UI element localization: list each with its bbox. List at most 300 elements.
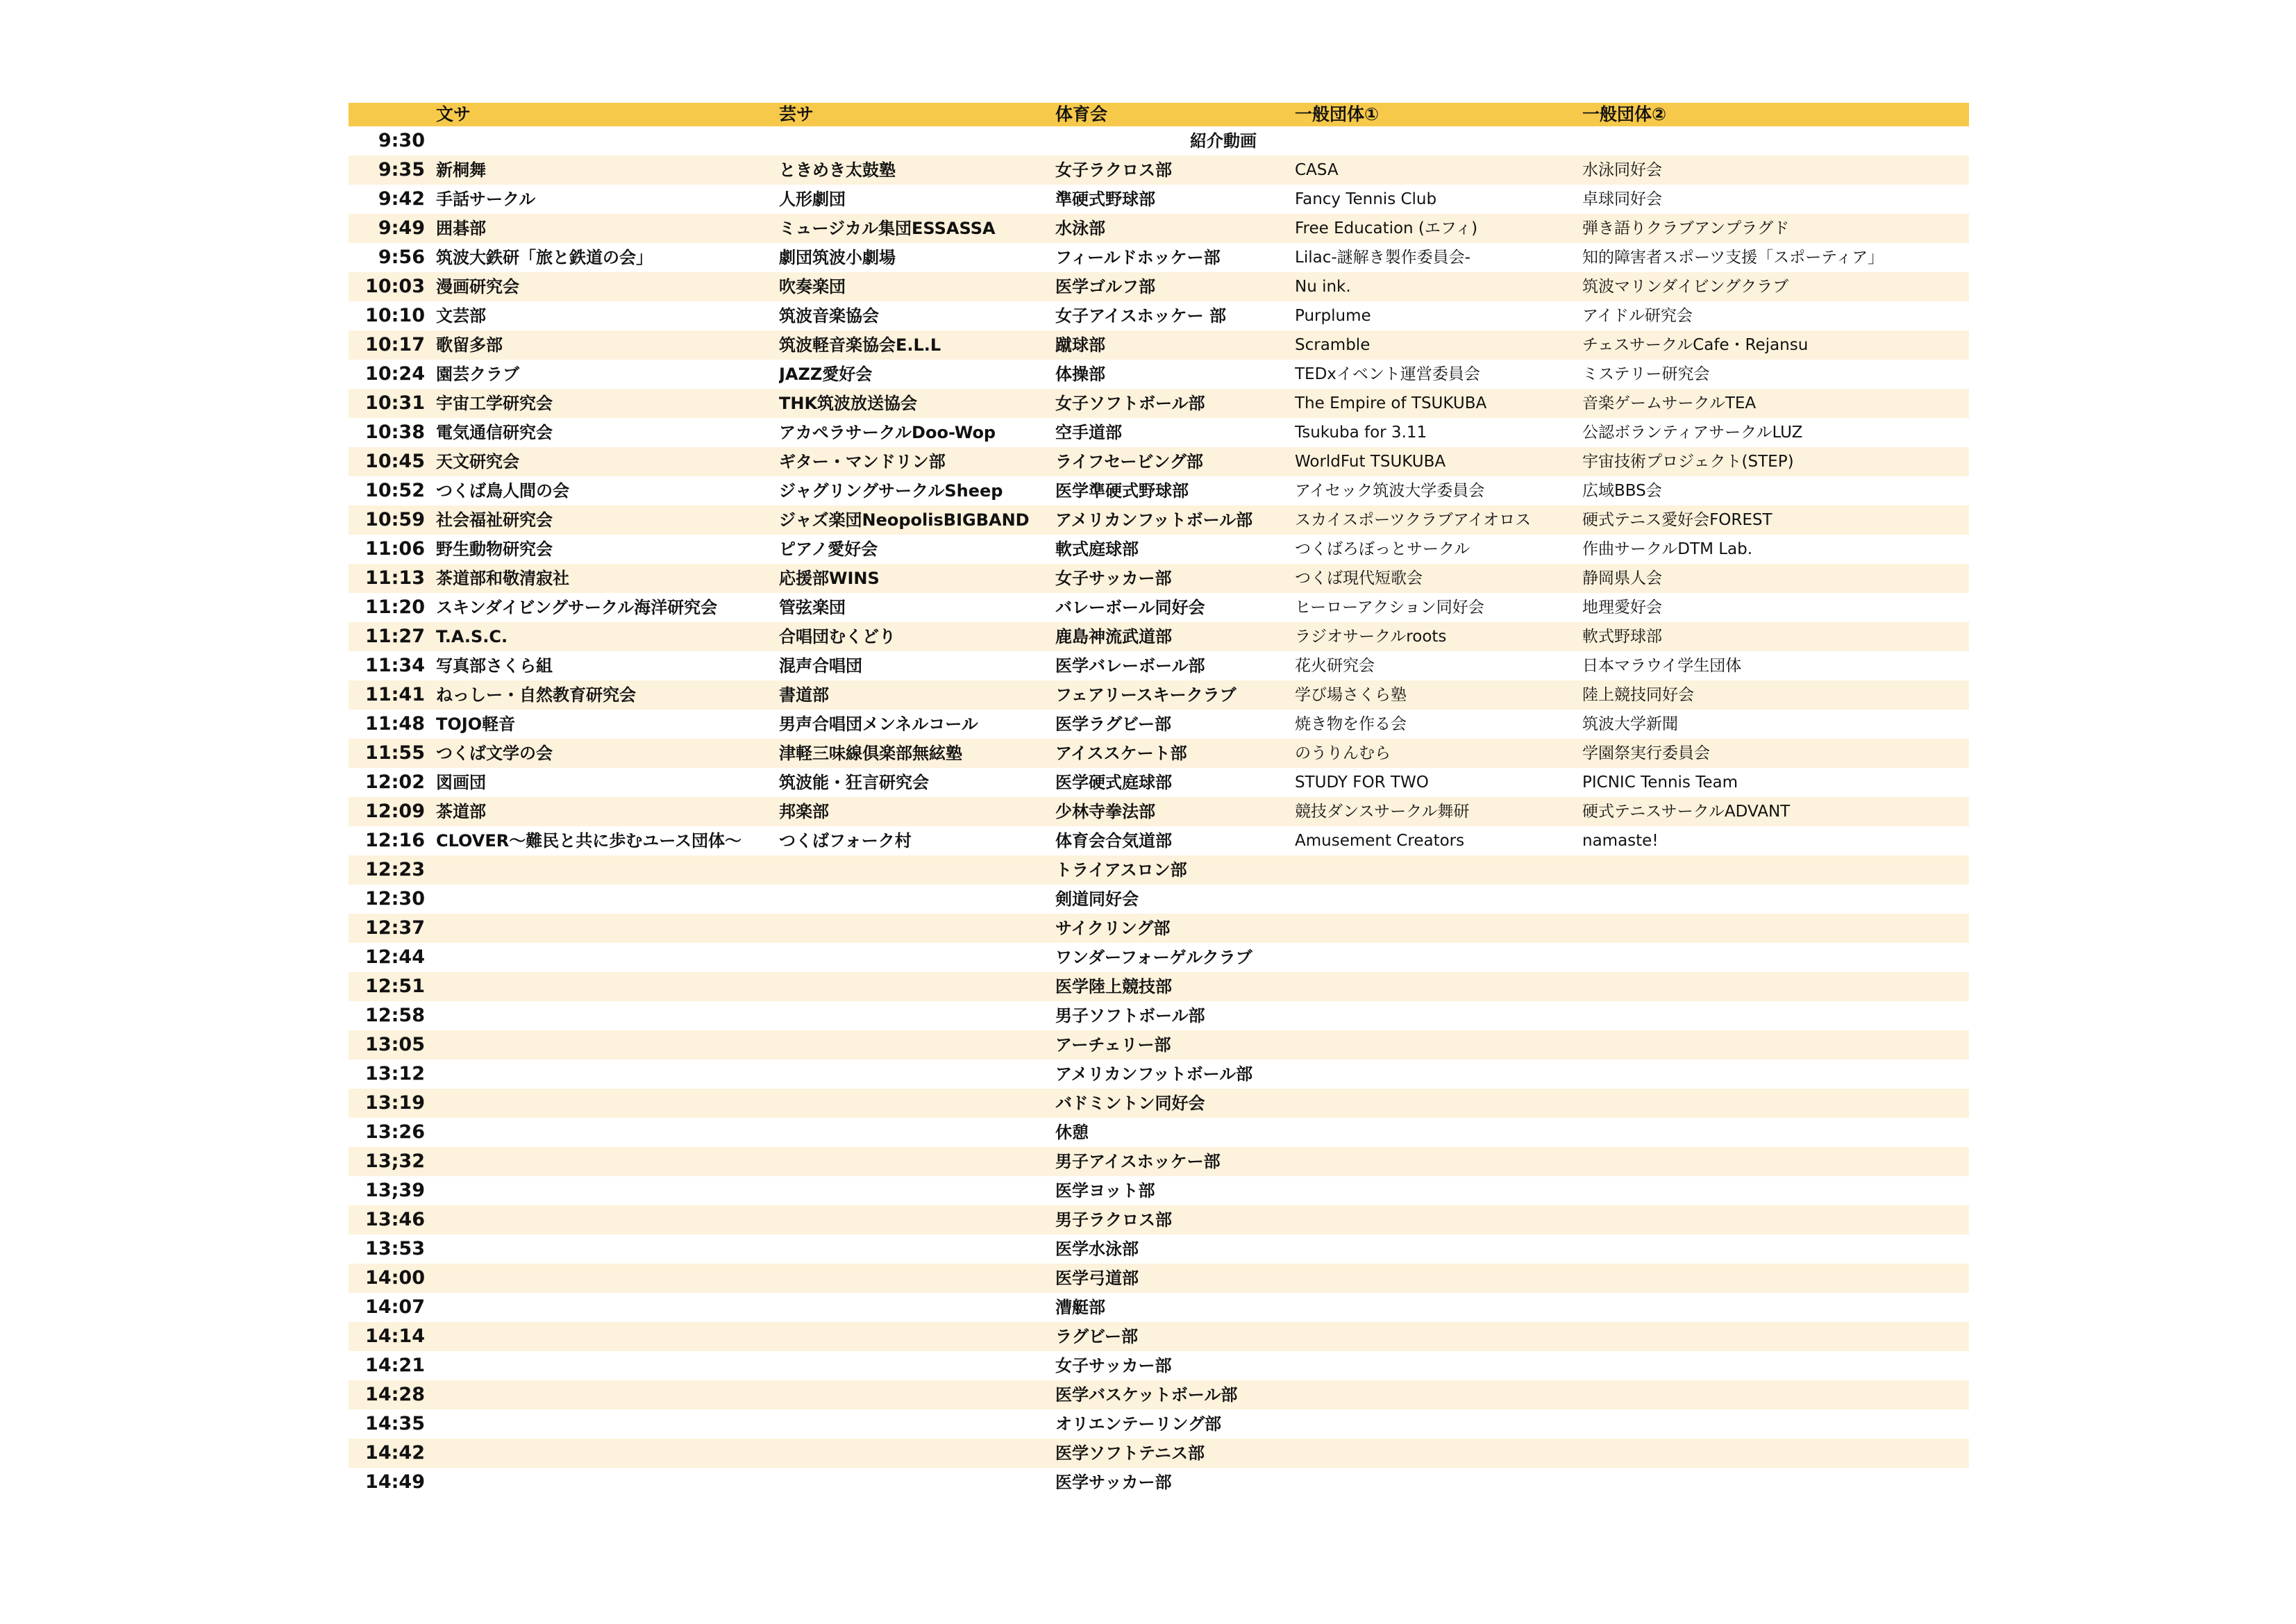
table-row (349, 418, 1969, 447)
bunsa-cell: つくば鳥人間の会 (436, 481, 569, 501)
ippan2-cell: 日本マラウイ学生団体 (1582, 657, 1742, 675)
geisa-cell (779, 1060, 1055, 1089)
geisa-cell (779, 1176, 1055, 1205)
table-row (349, 914, 1969, 943)
ippan1-cell: ヒーローアクション同好会 (1295, 598, 1484, 617)
table-row (349, 1439, 1969, 1468)
schedule-table (349, 103, 1969, 1497)
geisa-cell (779, 1409, 1055, 1439)
table-row (349, 1264, 1969, 1293)
geisa-cell: ミュージカル集団ESSASSA (779, 214, 1055, 243)
ippan1-cell (1295, 885, 1582, 914)
taiiku-cell: 休憩 (1055, 1123, 1089, 1142)
ippan2-cell: 作曲サークルDTM Lab. (1582, 540, 1753, 558)
ippan2-cell: 軟式野球部 (1582, 622, 1969, 651)
bunsa-cell (436, 1089, 779, 1118)
geisa-cell: ジャグリングサークルSheep (779, 481, 1003, 501)
taiiku-cell: バドミントン同好会 (1055, 1089, 1295, 1118)
geisa-cell (779, 1234, 1055, 1264)
ippan1-cell (1295, 914, 1582, 943)
table-row (349, 855, 1969, 885)
ippan2-cell (1582, 1205, 1969, 1234)
bunsa-cell (436, 1380, 779, 1409)
taiiku-cell: 医学硬式庭球部 (1055, 773, 1172, 792)
table-row (349, 1234, 1969, 1264)
time-cell: 13:19 (349, 1089, 436, 1118)
time-cell: 14:00 (349, 1264, 436, 1293)
ippan2-cell (1582, 855, 1969, 885)
schedule-sheet (349, 103, 1969, 1497)
ippan2-cell (1582, 943, 1969, 972)
bunsa-cell (436, 1001, 779, 1030)
table-row (349, 564, 1969, 593)
time-cell: 10:59 (349, 505, 436, 535)
bunsa-cell: 新桐舞 (436, 156, 779, 185)
bunsa-cell: TOJO軽音 (436, 714, 516, 734)
ippan2-cell (1582, 1293, 1969, 1322)
taiiku-cell: 少林寺拳法部 (1055, 797, 1295, 826)
table-row (349, 1468, 1969, 1497)
time-cell: 12:37 (349, 914, 436, 943)
time-cell: 12:51 (349, 972, 436, 1001)
ippan1-cell: 学び場さくら塾 (1295, 680, 1582, 710)
geisa-cell: ピアノ愛好会 (779, 539, 878, 559)
ippan2-cell: 公認ボランティアサークルLUZ (1582, 424, 1803, 442)
ippan2-cell: PICNIC Tennis Team (1582, 773, 1738, 792)
taiiku-cell: 医学ソフトテニス部 (1055, 1439, 1295, 1468)
bunsa-cell: 写真部さくら組 (436, 656, 553, 676)
bunsa-cell (436, 972, 779, 1001)
bunsa-cell (436, 1176, 779, 1205)
bunsa-cell (436, 1468, 779, 1497)
table-row (349, 885, 1969, 914)
bunsa-cell (436, 1409, 779, 1439)
taiiku-cell: 男子ソフトボール部 (1055, 1006, 1205, 1026)
geisa-cell (779, 1380, 1055, 1409)
time-cell: 10:17 (349, 330, 436, 360)
taiiku-cell: 男子アイスホッケー部 (1055, 1147, 1295, 1176)
table-row (349, 214, 1969, 243)
taiiku-cell: 空手道部 (1055, 423, 1122, 442)
ippan2-cell (1582, 1380, 1969, 1409)
time-cell: 11:48 (365, 713, 425, 735)
ippan2-cell (1582, 1147, 1969, 1176)
table-row (349, 739, 1969, 768)
ippan1-cell: ラジオサークルroots (1295, 622, 1582, 651)
taiiku-cell: 鹿島神流武道部 (1055, 622, 1295, 651)
time-cell: 14:21 (365, 1355, 425, 1376)
table-row (349, 330, 1969, 360)
ippan1-cell (1295, 1147, 1582, 1176)
geisa-cell: THK筑波放送協会 (779, 389, 1055, 418)
taiiku-cell: フィールドホッケー部 (1055, 248, 1221, 267)
geisa-cell: アカペラサークルDoo-Wop (779, 423, 996, 442)
ippan2-cell: 地理愛好会 (1582, 598, 1662, 617)
ippan2-cell (1582, 1089, 1969, 1118)
time-cell: 14:07 (365, 1296, 425, 1318)
taiiku-cell: 医学サッカー部 (1055, 1473, 1172, 1492)
bunsa-cell: 茶道部和敬清寂社 (436, 564, 779, 593)
ippan2-cell (1582, 1030, 1969, 1060)
time-cell: 13;39 (365, 1180, 425, 1201)
geisa-cell (779, 1351, 1055, 1380)
ippan2-cell (1582, 1322, 1969, 1351)
geisa-cell: 邦楽部 (779, 797, 1055, 826)
table-row (349, 593, 1969, 622)
table-row (349, 1205, 1969, 1234)
geisa-cell (779, 972, 1055, 1001)
geisa-cell (779, 1001, 1055, 1030)
geisa-cell (779, 1205, 1055, 1234)
taiiku-cell: ラグビー部 (1055, 1322, 1295, 1351)
table-row (349, 710, 1969, 739)
geisa-cell (779, 1322, 1055, 1351)
bunsa-cell: 漫画研究会 (436, 272, 779, 301)
bunsa-cell: 野生動物研究会 (436, 539, 553, 559)
bunsa-cell (436, 1439, 779, 1468)
ippan2-cell (1582, 1060, 1969, 1089)
time-cell: 13;32 (349, 1147, 436, 1176)
ippan1-cell: CASA (1295, 156, 1582, 185)
ippan1-cell (1295, 1060, 1582, 1089)
geisa-cell (779, 885, 1055, 914)
taiiku-cell: 男子ラクロス部 (1055, 1205, 1295, 1234)
ippan1-cell (1295, 1409, 1582, 1439)
bunsa-cell: 宇宙工学研究会 (436, 389, 779, 418)
time-cell: 11:20 (365, 596, 425, 618)
ippan1-cell (1295, 1439, 1582, 1468)
ippan1-cell: STUDY FOR TWO (1295, 773, 1429, 792)
table-row (349, 1001, 1969, 1030)
geisa-cell (779, 1264, 1055, 1293)
taiiku-cell: 女子アイスホッケー 部 (1055, 306, 1226, 326)
table-row (349, 1147, 1969, 1176)
ippan1-cell (1295, 1351, 1582, 1380)
header-bunsa: 文サ (436, 103, 779, 126)
table-row (349, 1176, 1969, 1205)
ippan1-cell: Nu ink. (1295, 272, 1582, 301)
ippan2-cell: 陸上競技同好会 (1582, 680, 1969, 710)
table-row (349, 1030, 1969, 1060)
bunsa-cell (436, 1118, 779, 1147)
ippan2-cell (1582, 1118, 1969, 1147)
table-row (349, 1380, 1969, 1409)
bunsa-cell: 園芸クラブ (436, 365, 519, 384)
geisa-cell: 人形劇団 (779, 190, 846, 209)
table-row (349, 768, 1969, 797)
table-row (349, 1293, 1969, 1322)
ippan2-cell: 宇宙技術プロジェクト(STEP) (1582, 447, 1969, 476)
ippan1-cell: つくばろぼっとサークル (1295, 540, 1470, 558)
bunsa-cell: T.A.S.C. (436, 622, 779, 651)
header-row (349, 103, 1969, 126)
ippan1-cell: のうりんむら (1295, 739, 1582, 768)
bunsa-cell: 図画団 (436, 773, 486, 792)
ippan2-cell: 筑波大学新聞 (1582, 715, 1678, 733)
ippan1-cell (1295, 943, 1582, 972)
table-row (349, 622, 1969, 651)
time-cell: 9:42 (378, 188, 425, 210)
ippan1-cell: アイセック筑波大学委員会 (1295, 482, 1485, 500)
ippan1-cell: 花火研究会 (1295, 657, 1375, 675)
time-cell: 14:42 (349, 1439, 436, 1468)
header-taiiku: 体育会 (1055, 103, 1295, 126)
time-cell: 12:58 (365, 1005, 425, 1026)
intro-time: 9:30 (378, 130, 425, 151)
geisa-cell: 劇団筑波小劇場 (779, 248, 896, 267)
bunsa-cell: 電気通信研究会 (436, 423, 553, 442)
bunsa-cell: 社会福祉研究会 (436, 505, 779, 535)
geisa-cell (779, 1439, 1055, 1468)
intro-row (349, 126, 1969, 156)
bunsa-cell: 筑波大鉄研「旅と鉄道の会」 (436, 248, 653, 267)
table-row (349, 797, 1969, 826)
geisa-cell: 書道部 (779, 680, 1055, 710)
bunsa-cell (436, 1205, 779, 1234)
ippan1-cell: The Empire of TSUKUBA (1295, 389, 1582, 418)
geisa-cell: ジャズ楽団NeopolisBIGBAND (779, 505, 1055, 535)
taiiku-cell: 漕艇部 (1055, 1298, 1105, 1317)
table-row (349, 1322, 1969, 1351)
time-cell: 10:24 (365, 363, 425, 385)
bunsa-cell: CLOVER～難民と共に歩むユース団体～ (436, 831, 742, 851)
bunsa-cell (436, 1147, 779, 1176)
table-row (349, 1409, 1969, 1439)
geisa-cell (779, 1468, 1055, 1497)
ippan1-cell: 競技ダンスサークル舞研 (1295, 797, 1582, 826)
taiiku-cell: 軟式庭球部 (1055, 539, 1139, 559)
ippan1-cell (1295, 1322, 1582, 1351)
time-cell: 10:52 (365, 480, 425, 501)
bunsa-cell: 手話サークル (436, 190, 536, 209)
bunsa-cell (436, 1264, 779, 1293)
table-row (349, 1118, 1969, 1147)
header-time (349, 103, 436, 126)
ippan2-cell: 硬式テニスサークルADVANT (1582, 797, 1969, 826)
ippan2-cell: ミステリー研究会 (1582, 365, 1710, 383)
geisa-cell (779, 1147, 1055, 1176)
time-cell: 11:27 (349, 622, 436, 651)
header-ippan1: 一般団体① (1295, 103, 1582, 126)
bunsa-cell (436, 1060, 779, 1089)
taiiku-cell: 医学ヨット部 (1055, 1181, 1155, 1200)
table-row (349, 1351, 1969, 1380)
taiiku-cell: 医学ゴルフ部 (1055, 272, 1295, 301)
geisa-cell: 筑波軽音楽協会E.L.L (779, 330, 1055, 360)
table-row (349, 1089, 1969, 1118)
time-cell: 12:02 (365, 771, 425, 793)
taiiku-cell: オリエンテーリング部 (1055, 1414, 1222, 1434)
ippan2-cell: 筑波マリンダイビングクラブ (1582, 272, 1969, 301)
table-row (349, 476, 1969, 505)
ippan1-cell (1295, 1089, 1582, 1118)
ippan1-cell (1295, 1234, 1582, 1264)
ippan2-cell (1582, 1234, 1969, 1264)
bunsa-cell: 茶道部 (436, 797, 779, 826)
taiiku-cell: トライアスロン部 (1055, 855, 1295, 885)
ippan2-cell: 学園祭実行委員会 (1582, 739, 1969, 768)
table-row (349, 943, 1969, 972)
ippan2-cell (1582, 972, 1969, 1001)
time-cell: 9:35 (349, 156, 436, 185)
time-cell: 13:46 (349, 1205, 436, 1234)
geisa-cell: 混声合唱団 (779, 656, 862, 676)
taiiku-cell: アーチェリー部 (1055, 1030, 1295, 1060)
time-cell: 9:56 (378, 246, 425, 268)
taiiku-cell: 医学弓道部 (1055, 1264, 1295, 1293)
ippan2-cell (1582, 885, 1969, 914)
ippan2-cell: チェスサークルCafe・Rejansu (1582, 330, 1969, 360)
time-cell: 10:10 (365, 305, 425, 326)
bunsa-cell (436, 1322, 779, 1351)
ippan1-cell: つくば現代短歌会 (1295, 564, 1582, 593)
geisa-cell: JAZZ愛好会 (779, 365, 873, 384)
taiiku-cell: 医学ラグビー部 (1055, 714, 1172, 734)
taiiku-cell: 医学準硬式野球部 (1055, 481, 1189, 501)
ippan1-cell: Scramble (1295, 330, 1582, 360)
ippan2-cell: 知的障害者スポーツ支援「スポーティア」 (1582, 249, 1884, 267)
taiiku-cell: 女子ラクロス部 (1055, 156, 1295, 185)
time-cell: 12:30 (365, 888, 425, 910)
ippan1-cell (1295, 1468, 1582, 1497)
geisa-cell (779, 1030, 1055, 1060)
time-cell: 14:14 (349, 1322, 436, 1351)
geisa-cell: 管弦楽団 (779, 598, 846, 617)
time-cell: 10:38 (365, 421, 425, 443)
schedule-body (349, 126, 1969, 1497)
ippan1-cell (1295, 1293, 1582, 1322)
table-row (349, 156, 1969, 185)
ippan1-cell: 焼き物を作る会 (1295, 715, 1407, 733)
ippan2-cell: namaste! (1582, 832, 1659, 850)
ippan1-cell (1295, 1030, 1582, 1060)
bunsa-cell: ねっしー・自然教育研究会 (436, 680, 779, 710)
bunsa-cell (436, 855, 779, 885)
taiiku-cell: 医学バレーボール部 (1055, 656, 1205, 676)
taiiku-cell: ワンダーフォーゲルクラブ (1055, 948, 1252, 967)
taiiku-cell: アイススケート部 (1055, 739, 1295, 768)
ippan2-cell: 硬式テニス愛好会FOREST (1582, 505, 1969, 535)
ippan1-cell (1295, 1118, 1582, 1147)
bunsa-cell: 囲碁部 (436, 214, 779, 243)
time-cell: 13:05 (349, 1030, 436, 1060)
time-cell: 11:55 (349, 739, 436, 768)
taiiku-cell: アメリカンフットボール部 (1055, 505, 1295, 535)
ippan1-cell: Lilac-謎解き製作委員会- (1295, 249, 1470, 267)
geisa-cell: 筑波能・狂言研究会 (779, 773, 929, 792)
bunsa-cell (436, 914, 779, 943)
table-row (349, 360, 1969, 389)
intro-label: 紹介動画 (1190, 131, 1257, 151)
time-cell: 12:16 (365, 830, 425, 851)
ippan1-cell: Amusement Creators (1295, 832, 1465, 850)
geisa-cell (779, 914, 1055, 943)
taiiku-cell: 準硬式野球部 (1055, 190, 1155, 209)
ippan2-cell: 静岡県人会 (1582, 564, 1969, 593)
taiiku-cell: 剣道同好会 (1055, 889, 1139, 909)
ippan2-cell (1582, 914, 1969, 943)
geisa-cell: 応援部WINS (779, 564, 1055, 593)
time-cell: 14:28 (349, 1380, 436, 1409)
time-cell: 13:26 (365, 1121, 425, 1143)
bunsa-cell (436, 1030, 779, 1060)
bunsa-cell (436, 1234, 779, 1264)
ippan1-cell: Fancy Tennis Club (1295, 190, 1437, 208)
bunsa-cell: つくば文学の会 (436, 739, 779, 768)
time-cell: 13:53 (365, 1238, 425, 1259)
time-cell: 10:31 (349, 389, 436, 418)
time-cell: 12:23 (349, 855, 436, 885)
ippan1-cell (1295, 1380, 1582, 1409)
bunsa-cell: 天文研究会 (436, 447, 779, 476)
ippan1-cell: Purplume (1295, 307, 1371, 325)
taiiku-cell: ライフセービング部 (1055, 447, 1295, 476)
ippan1-cell (1295, 1205, 1582, 1234)
taiiku-cell: 体操部 (1055, 365, 1105, 384)
bunsa-cell: 文芸部 (436, 306, 486, 326)
geisa-cell: ギター・マンドリン部 (779, 447, 1055, 476)
bunsa-cell (436, 1293, 779, 1322)
taiiku-cell: 蹴球部 (1055, 330, 1295, 360)
time-cell: 11:13 (349, 564, 436, 593)
table-row (349, 826, 1969, 855)
taiiku-cell: 医学陸上競技部 (1055, 972, 1295, 1001)
taiiku-cell: 女子ソフトボール部 (1055, 389, 1295, 418)
geisa-cell: ときめき太鼓塾 (779, 156, 1055, 185)
taiiku-cell: フェアリースキークラブ (1055, 680, 1295, 710)
ippan2-cell (1582, 1264, 1969, 1293)
ippan1-cell: WorldFut TSUKUBA (1295, 447, 1582, 476)
geisa-cell (779, 855, 1055, 885)
ippan1-cell: Free Education (エフィ) (1295, 214, 1582, 243)
time-cell: 10:03 (349, 272, 436, 301)
geisa-cell: 津軽三味線倶楽部無絃塾 (779, 739, 1055, 768)
taiiku-cell: 体育会合気道部 (1055, 831, 1172, 851)
table-row (349, 535, 1969, 564)
taiiku-cell: 医学水泳部 (1055, 1239, 1139, 1259)
ippan2-cell (1582, 1468, 1969, 1497)
ippan2-cell: アイドル研究会 (1582, 307, 1693, 325)
geisa-cell (779, 1089, 1055, 1118)
ippan2-cell: 音楽ゲームサークルTEA (1582, 389, 1969, 418)
bunsa-cell (436, 943, 779, 972)
ippan1-cell (1295, 855, 1582, 885)
taiiku-cell: 水泳部 (1055, 214, 1295, 243)
taiiku-cell: 女子サッカー部 (1055, 564, 1295, 593)
ippan2-cell: 弾き語りクラブアンプラグド (1582, 214, 1969, 243)
ippan2-cell (1582, 1439, 1969, 1468)
time-cell: 10:45 (349, 447, 436, 476)
geisa-cell: つくばフォーク村 (779, 831, 912, 851)
table-row (349, 1060, 1969, 1089)
table-row (349, 243, 1969, 272)
time-cell: 14:49 (365, 1471, 425, 1493)
ippan2-cell: 水泳同好会 (1582, 156, 1969, 185)
taiiku-cell: 医学バスケットボール部 (1055, 1380, 1295, 1409)
taiiku-cell: バレーボール同好会 (1055, 598, 1205, 617)
taiiku-cell: アメリカンフットボール部 (1055, 1064, 1253, 1084)
table-row (349, 389, 1969, 418)
table-row (349, 651, 1969, 680)
geisa-cell (779, 1118, 1055, 1147)
ippan2-cell: 広域BBS会 (1582, 482, 1662, 500)
time-cell: 11:34 (365, 655, 425, 676)
geisa-cell: 筑波音楽協会 (779, 306, 879, 326)
bunsa-cell: スキンダイビングサークル海洋研究会 (436, 598, 718, 617)
table-row (349, 680, 1969, 710)
geisa-cell: 吹奏楽団 (779, 272, 1055, 301)
ippan1-cell: Tsukuba for 3.11 (1295, 424, 1427, 442)
